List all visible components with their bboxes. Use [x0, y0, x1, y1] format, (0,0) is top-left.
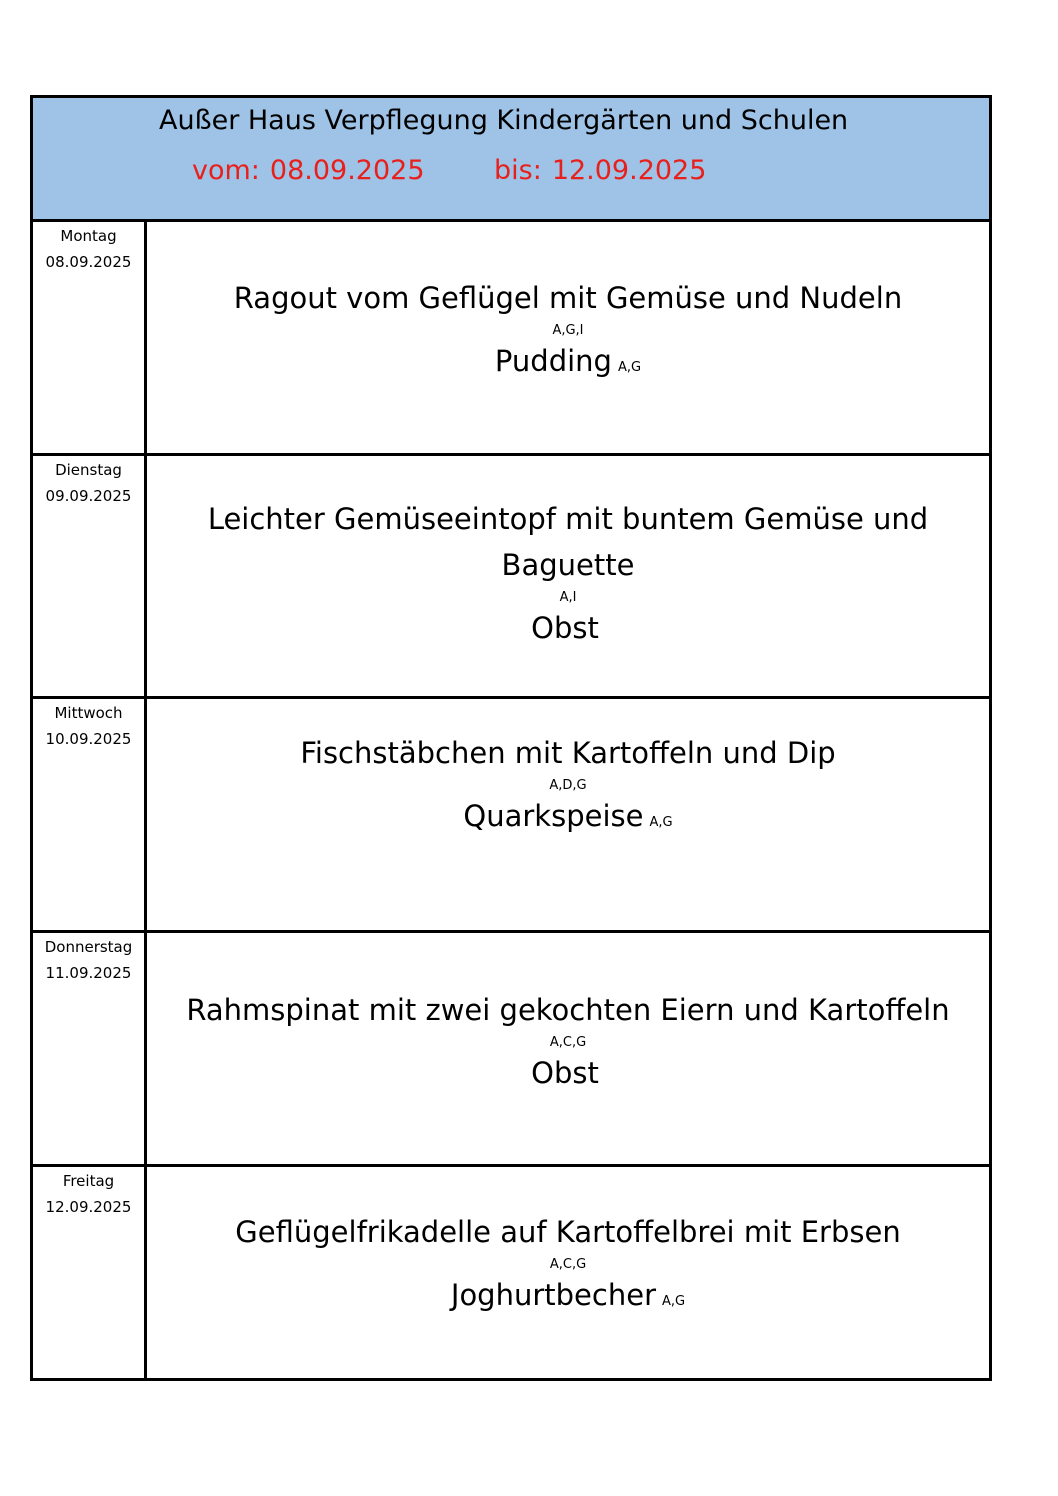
weekday-label: Mittwoch — [54, 704, 123, 722]
day-cell — [33, 699, 147, 930]
dessert-name: Pudding — [494, 344, 612, 378]
meal-cell — [147, 222, 989, 453]
dessert-allergens: A,G — [617, 360, 642, 375]
main-dish-allergens: A,C,G — [549, 1035, 587, 1050]
meal-cell — [147, 699, 989, 930]
from-date: 08.09.2025 — [269, 155, 425, 186]
day-row-friday — [33, 1167, 989, 1381]
from-label: vom: — [192, 155, 260, 186]
weekday-label: Montag — [60, 227, 117, 245]
day-cell — [33, 222, 147, 453]
day-row-tuesday — [33, 456, 989, 699]
weekly-menu-table — [30, 95, 992, 1381]
day-cell — [33, 1167, 147, 1381]
main-dish: Ragout vom Geflügel mit Gemüse und Nudeln — [233, 281, 903, 315]
meal-cell — [147, 456, 989, 696]
dessert — [147, 1053, 989, 1100]
weekday-label: Freitag — [62, 1172, 115, 1190]
dessert-name: Quarkspeise — [463, 799, 644, 833]
day-date: 12.09.2025 — [45, 1198, 132, 1216]
day-date: 10.09.2025 — [45, 730, 132, 748]
menu-title: Außer Haus Verpflegung Kindergärten und Schulen — [159, 105, 849, 136]
main-dish-allergens: A,G,I — [552, 323, 584, 338]
dessert-allergens: A,G — [649, 815, 673, 830]
main-dish-allergens: A,D,G — [549, 778, 587, 793]
main-dish: Rahmspinat mit zwei gekochten Eiern und Kartoffeln — [186, 993, 950, 1027]
day-row-thursday — [33, 933, 989, 1167]
day-cell — [33, 933, 147, 1164]
dessert — [147, 796, 989, 843]
day-row-wednesday — [33, 699, 989, 933]
meal-cell — [147, 1167, 989, 1381]
dessert-name: Joghurtbecher — [450, 1278, 656, 1312]
weekday-label: Donnerstag — [44, 938, 133, 956]
date-range-start — [192, 152, 425, 190]
main-dish-allergens: A,I — [559, 590, 577, 605]
to-label: bis: — [494, 155, 542, 186]
main-dish: Geflügelfrikadelle auf Kartoffelbrei mit Erbsen — [235, 1215, 901, 1249]
dessert-name: Obst — [531, 1056, 599, 1090]
meal-cell — [147, 933, 989, 1164]
day-date: 09.09.2025 — [45, 487, 132, 505]
day-date: 11.09.2025 — [45, 964, 132, 982]
main-dish: Leichter Gemüseeintopf mit buntem Gemüse und Baguette — [207, 502, 929, 582]
main-dish-allergens: A,C,G — [549, 1257, 587, 1272]
dessert — [187, 608, 949, 655]
day-date: 08.09.2025 — [45, 253, 132, 271]
dessert-name: Obst — [531, 611, 599, 645]
dessert — [147, 1275, 989, 1322]
to-date: 12.09.2025 — [551, 155, 707, 186]
dessert — [147, 341, 989, 388]
main-dish: Fischstäbchen mit Kartoffeln und Dip — [300, 736, 836, 770]
menu-header — [33, 98, 989, 222]
day-row-monday — [33, 222, 989, 456]
date-range-end — [494, 152, 706, 190]
day-cell — [33, 456, 147, 696]
dessert-allergens: A,G — [662, 1294, 686, 1309]
weekday-label: Dienstag — [55, 461, 122, 479]
